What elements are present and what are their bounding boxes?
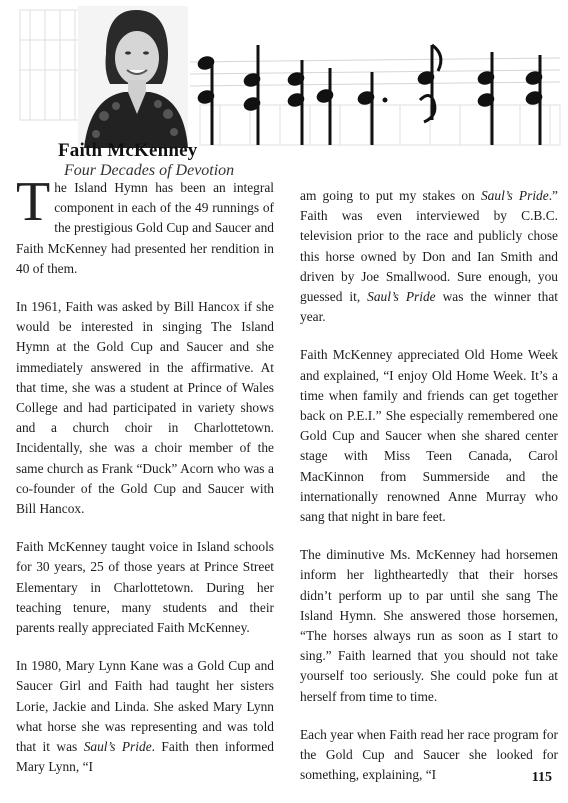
paragraph: In 1980, Mary Lynn Kane was a Gold Cup and Saucer Girl and Faith had taught her sisters Lorie, Jackie and Linda. She asked Mary Lynn what horse she was representing and was told that it was Saul’s Pride. Faith then informed Mary Lynn, “I bbox=[16, 658, 274, 775]
portrait-photo bbox=[78, 6, 188, 148]
paragraph: Each year when Faith read her race program for the Gold Cup and Saucer she looked for something, explaining, “I bbox=[300, 726, 558, 783]
paragraph: Faith McKenney appreciated Old Home Week and explained, “I enjoy Old Home Week. It’s a time when family and friends can get together back on P.E.I.” She especially remembered one Gold Cup and Saucer when she shared center stage with Miss Teen Canada, Carol MacKinnon from Summerside and the internationally renowned Anne Murray who sang that night in bare feet. bbox=[300, 347, 558, 525]
paragraph: In 1961, Faith was asked by Bill Hancox if she would be interested in singing The Island Hymn at the Gold Cup and Saucer and she immediately answered in the affirmative. At that time, she was a student at Prince of Wales College and had participated in variety shows and a church choir in Charlottetown. Incidentally, she was a choir member of the same church as Frank “Duck” Acorn who was a co-founder of the Gold Cup and Saucer with Bill Hancox. bbox=[16, 299, 274, 517]
paragraph: The diminutive Ms. McKenney had horsemen inform her lightheartedly that their horses didn’t perform up to par until she sang The Island Hymn. She answered those horsemen, “The horses always run as soon as I start to sing.” Faith learned that you should not take yourself too seriously. She could poke fun at herself from time to time. bbox=[300, 547, 558, 704]
paragraph: Faith McKenney taught voice in Island schools for 30 years, 25 of those years at Prince Street Elementary in Charlottetown. During her teaching tenure, many students and their parents really appreciated Faith McKenney. bbox=[16, 539, 274, 636]
drop-cap: T bbox=[16, 171, 51, 233]
paragraph: The Island Hymn has been an integral component in each of the 49 runnings of the prestigious Gold Cup and Saucer and Faith McKenney had presented her rendition in 40 of them. bbox=[16, 171, 274, 276]
title-block bbox=[58, 140, 234, 180]
paragraph: am going to put my stakes on Saul’s Pride.” Faith was even interviewed by C.B.C. television prior to the race and publicly chose this horse owned by Don and Ian Smith and driven by Joe Smallwood. Sure enough, you guessed it, Saul’s Pride was the winner that year. bbox=[300, 188, 558, 325]
page-title: Faith McKenney bbox=[58, 140, 198, 161]
article-column-left bbox=[16, 171, 274, 795]
page-subtitle: Four Decades of Devotion bbox=[64, 162, 235, 179]
article-column-right bbox=[300, 186, 558, 803]
page-number: 115 bbox=[531, 770, 552, 785]
